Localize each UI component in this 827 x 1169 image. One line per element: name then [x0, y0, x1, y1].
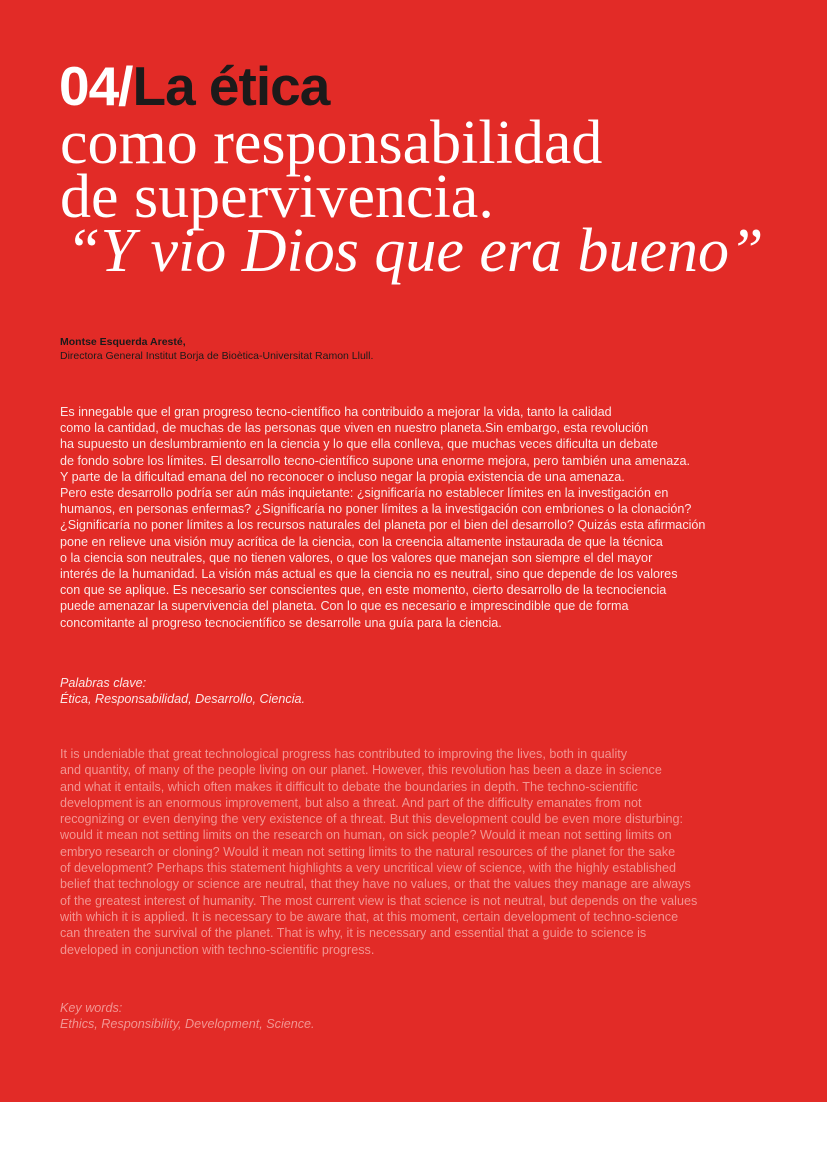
abstract-en-line: can threaten the survival of the planet. That is why, it is necessary and essential that a guide to science is	[60, 926, 647, 941]
abstract-es-line: o la ciencia son neutrales, que no tienen valores, o que los valores que manejan son siempre el del mayor	[60, 550, 653, 565]
abstract-en-line: belief that technology or science are neutral, that they have no values, or that the values they manage are always	[60, 877, 691, 892]
author-affiliation: Directora General Institut Borja de Bioètica-Universitat Ramon Llull.	[60, 350, 374, 362]
abstract-es-line: pone en relieve una visión muy acrítica de la ciencia, con la creencia altamente instaurada de que la técnica	[60, 534, 663, 549]
keywords-spanish	[60, 675, 305, 707]
abstract-en-line: and what it entails, which often makes it difficult to debate the boundaries in depth. The techno-scientific	[60, 779, 638, 794]
author-name: Montse Esquerda Aresté,	[60, 336, 186, 348]
abstract-en-line: It is undeniable that great technological progress has contributed to improving the lives, both in quality	[60, 747, 628, 761]
abstract-en-line: would it mean not setting limits on the research on human, on sick people? Would it mean not setting limits on	[60, 828, 672, 843]
article-heading	[59, 56, 329, 116]
keywords-es-values: Ética, Responsabilidad, Desarrollo, Ciencia.	[60, 692, 306, 707]
abstract-en-line: recognizing or even denying the very existence of a threat. But this development could be even more disturbing:	[60, 812, 684, 827]
keywords-en-values: Ethics, Responsibility, Development, Science.	[60, 1017, 315, 1032]
abstract-es-line: con que se aplique. Es necesario ser conscientes que, en este momento, cierto desarrollo de la tecnociencia	[60, 583, 667, 598]
heading-title: La ética	[132, 55, 330, 117]
abstract-en-line: embryo research or cloning? Would it mean not setting limits to the natural resources of the planet for the sake	[60, 844, 676, 859]
abstract-es-line: interés de la humanidad. La visión más actual es que la ciencia no es neutral, sino que depende de los valores	[60, 567, 678, 582]
abstract-es-line: ¿Significaría no poner límites a los recursos naturales del planeta por el bien del desarrollo? Quizás esta afirmación	[60, 518, 706, 533]
article-subtitle	[60, 109, 764, 285]
abstract-en-line: with which it is applied. It is necessary to be aware that, at this moment, certain development of techno-science	[60, 909, 679, 924]
subtitle-line-2: de supervivencia.	[60, 163, 494, 231]
abstract-es-line: Y parte de la dificultad emana del no reconocer o incluso negar la propia existencia de una amenaza.	[60, 469, 625, 484]
abstract-en-line: and quantity, of many of the people living on our planet. However, this revolution has been a daze in science	[60, 763, 662, 778]
abstract-es-line: concomitante al progreso tecnocientífico se desarrolle una guía para la ciencia.	[60, 615, 502, 630]
author-block	[60, 335, 373, 363]
keywords-en-label: Key words:	[60, 1001, 123, 1015]
subtitle-line-1: como responsabilidad	[60, 109, 603, 177]
abstract-spanish	[60, 404, 827, 631]
keywords-english	[60, 1000, 315, 1032]
abstract-en-line: development is an enormous improvement, but also a threat. And part of the difficulty emanates from not	[60, 795, 642, 810]
abstract-en-line: of the greatest interest of humanity. The most current view is that science is not neutral, but depends on the values	[60, 893, 698, 908]
abstract-es-line: Pero este desarrollo podría ser aún más inquietante: ¿significaría no establecer límites en la investigación en	[60, 486, 669, 501]
abstract-es-line: de fondo sobre los límites. El desarrollo tecno-científico supone una enorme mejora, pero también una amenaza.	[60, 453, 691, 468]
abstract-es-line: Es innegable que el gran progreso tecno-científico ha contribuido a mejorar la vida, tanto la calidad	[60, 405, 612, 419]
keywords-es-label: Palabras clave:	[60, 676, 147, 690]
abstract-english	[60, 746, 827, 958]
abstract-es-line: como la cantidad, de muchas de las personas que viven en nuestro planeta.Sin embargo, esta revolución	[60, 421, 649, 436]
abstract-en-line: developed in conjunction with techno-scientific progress.	[60, 942, 375, 957]
abstract-es-line: ha supuesto un deslumbramiento en la ciencia y lo que ella conlleva, que muchas veces dificulta un debate	[60, 437, 658, 452]
subtitle-quote: “Y vio Dios que era bueno”	[66, 217, 764, 285]
abstract-en-line: of development? Perhaps this statement highlights a very uncritical view of science, with the highly established	[60, 861, 677, 876]
section-number: 04/	[59, 55, 133, 117]
abstract-es-line: humanos, en personas enfermas? ¿Significaría no poner límites a la investigación con embriones o la clonación?	[60, 502, 692, 517]
abstract-es-line: puede amenazar la supervivencia del planeta. Con lo que es necesario e imprescindible que de forma	[60, 599, 629, 614]
